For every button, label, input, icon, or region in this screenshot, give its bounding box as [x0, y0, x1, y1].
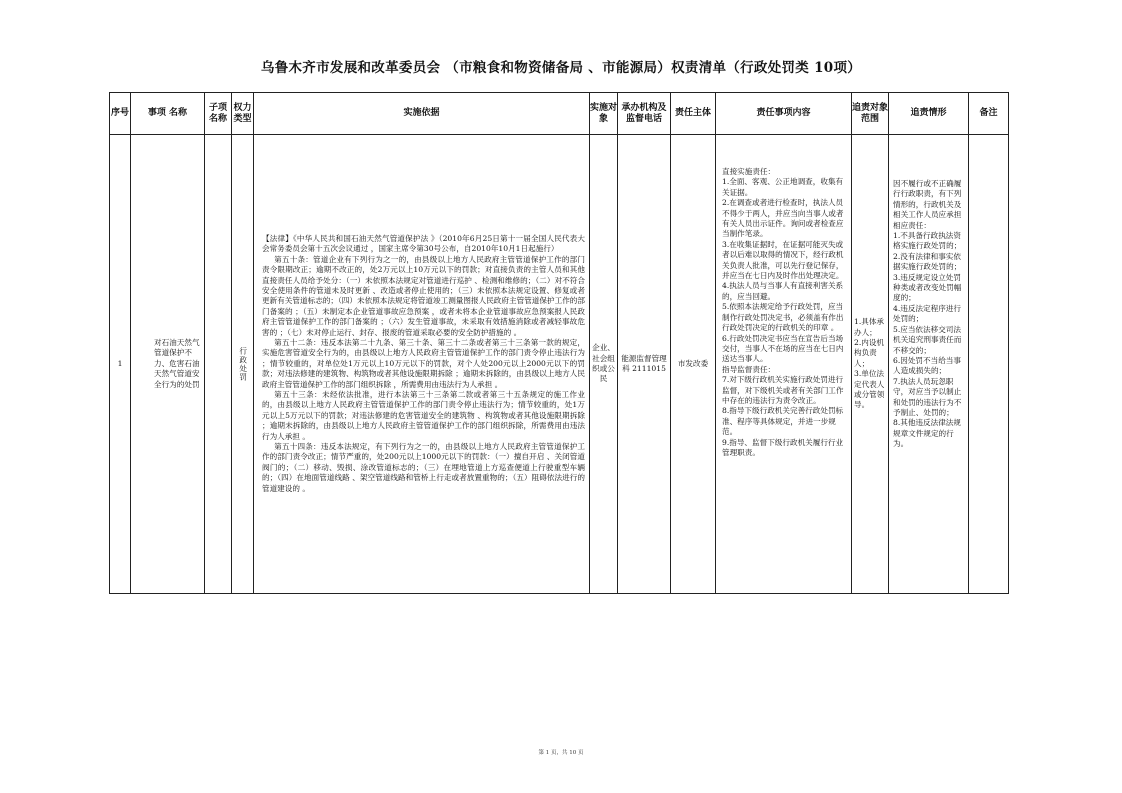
scope-line: 3.单位法定代表人或分管领导。	[854, 369, 885, 410]
duty-line: 8.指导下级行政机关完善行政处罚标准、程序等具体规定，并进一步规范。	[722, 406, 844, 437]
duty-line: 7.对下级行政机关实施行政处罚进行监督，对下级机关或者有关部门工作中存在的违法行为责令改正。	[722, 375, 844, 405]
duty-list-table	[109, 92, 1009, 594]
basis-paragraph: 第五十二条：违反本法第二十九条、第三十条、第三十二条或者第三十三条第一款的规定，实施危害管道安全行为的，由县级以上地方人民政府主管管道保护工作的部门责令停止违法行为 ；情节较重的，对单位处1万元以上10万元以下的罚款，对个人处200元以上2000元以下的罚款；对违法修建的建筑物、构筑物或者其他设施限期拆除 ；逾期未拆除的，由县级以上地方人民政府主管管道保护工作的部门组织拆除 ，所需费用由违法行为人承担 。	[262, 337, 585, 389]
situation-line: 7.执法人员玩忽职守，对应当予以制止和处罚的违法行为不予制止、处罚的；	[893, 376, 962, 417]
situation-line: 5.应当依法移交司法机关追究刑事责任而不移交的；	[893, 324, 962, 355]
cell-situation	[889, 135, 969, 594]
situation-line: 3.违反规定设立处罚种类或者改变处罚幅度的；	[893, 272, 962, 303]
situation-line: 4.违反法定程序进行处罚的；	[893, 303, 961, 324]
duty-line: 9.指导、监督下级行政机关履行行业管理职责。	[722, 437, 844, 457]
cell-item-name: 对石油天然气管道保护不力、危害石油天然气管道安全行为的处罚	[131, 135, 205, 594]
table-header-row	[110, 93, 1009, 135]
cell-sub-item	[205, 135, 232, 594]
header-index: 序号	[110, 93, 131, 135]
duty-line: 1.全面、客观、公正地调查，收集有关证据。	[722, 177, 844, 197]
cell-basis	[254, 135, 590, 594]
cell-duty	[716, 135, 852, 594]
header-subject: 责任主体	[671, 93, 716, 135]
duty-line: 3.在收集证据时，在证据可能灭失或者以后难以取得的情况下，经行政机关负责人批准，可以先行登记保存，并应当在七日内及时作出处理决定。	[722, 239, 844, 281]
duty-line: 4.执法人员与当事人有直接利害关系的，应当回避。	[722, 281, 844, 301]
header-power-type: 权力类型	[232, 93, 254, 135]
page-footer: 第 1 页，共 10 页	[538, 750, 584, 756]
header-basis: 实施依据	[254, 93, 590, 135]
duty-line: 指导监督责任：	[722, 364, 776, 374]
situation-line: 6.因处罚不当给当事人造成损失的；	[893, 355, 961, 376]
cell-target: 企业、社会组织或公民	[590, 135, 618, 594]
basis-paragraph: 第五十三条：未经依法批准，进行本法第三十三条第二款或者第三十五条规定的施工作业的，由县级以上地方人民政府主管管道保护工作的部门责令停止违法行为；情节较重的，处1万元以上5万元以下的罚款；对违法修建的危害管道安全的建筑物 、构筑物或者其他设施限期拆除 ；逾期未拆除的，由县级以上地方人民政府主管管道保护工作的部门组织拆除，所需费用由违法行为人承担 。	[262, 390, 585, 441]
cell-subject: 市发改委	[671, 135, 716, 594]
scope-line: 1.具体承办人；	[854, 317, 885, 337]
situation-line: 2.没有法律和事实依据实施行政处罚的；	[893, 251, 962, 272]
header-remark: 备注	[969, 93, 1009, 135]
basis-paragraph: 【法律】《中华人民共和国石油天然气管道保护法 》（2010年6月25日第十一届全国人民代表大会常务委员会第十五次会议通过 ，国家主席令第30号公布，自2010年10月1日起施行）	[262, 233, 585, 254]
header-situation: 追责情形	[889, 93, 969, 135]
header-item-name: 事项 名称	[131, 93, 205, 135]
cell-power-type	[232, 135, 254, 594]
duty-line: 6.行政处罚决定书应当在宣告后当场交付，当事人不在场的应当在七日内送达当事人。	[722, 333, 844, 364]
header-agency: 承办机构及监督电话	[618, 93, 671, 135]
situation-line: 8.其他违反法律法规规章文件规定的行为。	[893, 418, 961, 449]
cell-agency: 能源监督管理科 2111015	[618, 135, 671, 594]
duty-line: 2.在调查或者进行检查时，执法人员不得少于两人，并应当向当事人或者有关人员出示证件。询问或者检查应当制作笔录。	[722, 198, 844, 239]
scope-line: 2.内设机构负责人；	[854, 337, 885, 368]
header-duty: 责任事项内容	[716, 93, 852, 135]
basis-paragraph: 第五十条：管道企业有下列行为之一的，由县级以上地方人民政府主管管道保护工作的部门责令限期改正；逾期不改正的，处2万元以上10万元以下的罚款；对直接负责的主管人员和其他直接责任人员给予处分：（一）未依照本法规定对管道进行巡护 、检测和维修的；（二）对不符合安全使用条件的管道未及时更新 、改造或者停止使用的；（三）未依照本法规定设置、修复或者更新有关管道标志的；（四）未依照本法规定将管道竣工测量图报人民政府主管管道保护工作的部门备案的 ；（五）未制定本企业管道事故应急预案 ，或者未将本企业管道事故应急预案报人民政府主管管道保护工作的部门备案的 ；（六）发生管道事故，未采取有效措施消除或者减轻事故危害的 ；（七）未对停止运行、封存、报废的管道采取必要的安全防护措施的 。	[262, 254, 585, 337]
situation-line: 因不履行或不正确履行行政职责，有下列情形的，行政机关及相关工作人员应承担相应责任：	[893, 179, 962, 230]
table-row	[110, 135, 1009, 594]
power-type-text: 行政处罚	[238, 346, 248, 382]
cell-index: 1	[110, 135, 131, 594]
duty-line: 直接实施责任：	[722, 167, 776, 176]
basis-paragraph: 第五十四条：违反本法规定，有下列行为之一的，由县级以上地方人民政府主管管道保护工作的部门责令改正；情节严重的，处200元以上1000元以下的罚款：（一）擅自开启 、关闭管道阀门的；（二）移动、毁损、涂改管道标志的；（三）在埋地管道上方巡查便道上行驶重型车辆的；（四）在地面管道线路 、架空管道线路和管桥上行走或者放置重物的；（五）阻碍依法进行的管道建设的 。	[262, 442, 585, 493]
header-scope: 追责对象范围	[852, 93, 889, 135]
cell-remark	[969, 135, 1009, 594]
situation-line: 1.不具备行政执法资格实施行政处罚的；	[893, 231, 962, 251]
duty-line: 5.依照本法规定给予行政处罚，应当制作行政处罚决定书，必须盖有作出行政处罚决定的行政机关的印章 。	[722, 302, 844, 333]
page-title: 乌鲁木齐市发展和改革委员会 （市粮食和物资储备局 、市能源局）权责清单（行政处罚类 10项）	[260, 60, 862, 76]
header-target: 实施对象	[590, 93, 618, 135]
cell-scope	[852, 135, 889, 594]
header-sub-item: 子项名称	[205, 93, 232, 135]
